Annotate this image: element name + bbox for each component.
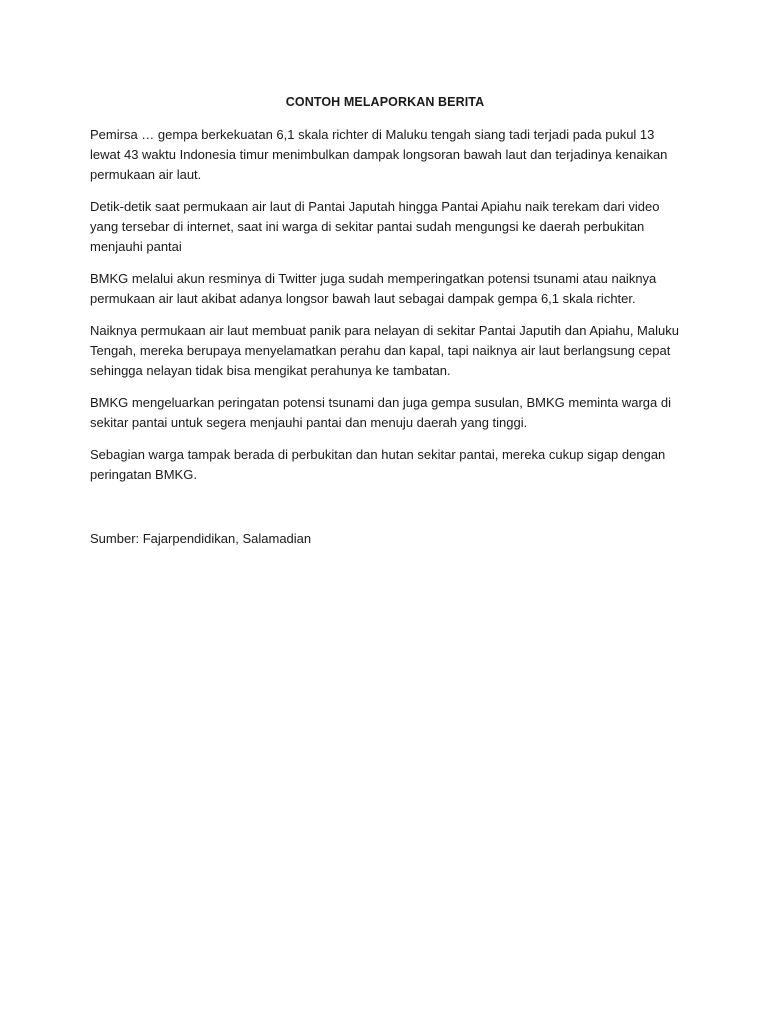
paragraph-2: Detik-detik saat permukaan air laut di Pantai Japutah hingga Pantai Apiahu naik terekam dari video yang tersebar di internet, saat ini warga di sekitar pantai sudah mengungsi ke daerah perbukitan menjauhi pantai bbox=[90, 199, 660, 254]
document-title: CONTOH MELAPORKAN BERITA bbox=[285, 95, 485, 109]
paragraph-3: BMKG melalui akun resminya di Twitter juga sudah memperingatkan potensi tsunami atau naiknya permukaan air laut akibat adanya longsor bawah laut sebagai dampak gempa 6,1 skala richter. bbox=[90, 271, 657, 306]
paragraph-4: Naiknya permukaan air laut membuat panik para nelayan di sekitar Pantai Japutih dan Apiahu, Maluku Tengah, mereka berupaya menyelamatkan perahu dan kapal, tapi naiknya air laut berlangsung cepat sehingga nelayan tidak bisa mengikat perahunya ke tambatan. bbox=[90, 323, 679, 378]
paragraph-6: Sebagian warga tampak berada di perbukitan dan hutan sekitar pantai, mereka cukup sigap dengan peringatan BMKG. bbox=[90, 447, 666, 482]
paragraph-1: Pemirsa … gempa berkekuatan 6,1 skala richter di Maluku tengah siang tadi terjadi pada pukul 13 lewat 43 waktu Indonesia timur menimbulkan dampak longsoran bawah laut dan terjadinya kenaikan permukaan air laut. bbox=[90, 127, 668, 182]
source-line: Sumber: Fajarpendidikan, Salamadian bbox=[90, 531, 312, 546]
paragraph-5: BMKG mengeluarkan peringatan potensi tsunami dan juga gempa susulan, BMKG meminta warga di sekitar pantai untuk segera menjauhi pantai dan menuju daerah yang tinggi. bbox=[90, 395, 671, 430]
